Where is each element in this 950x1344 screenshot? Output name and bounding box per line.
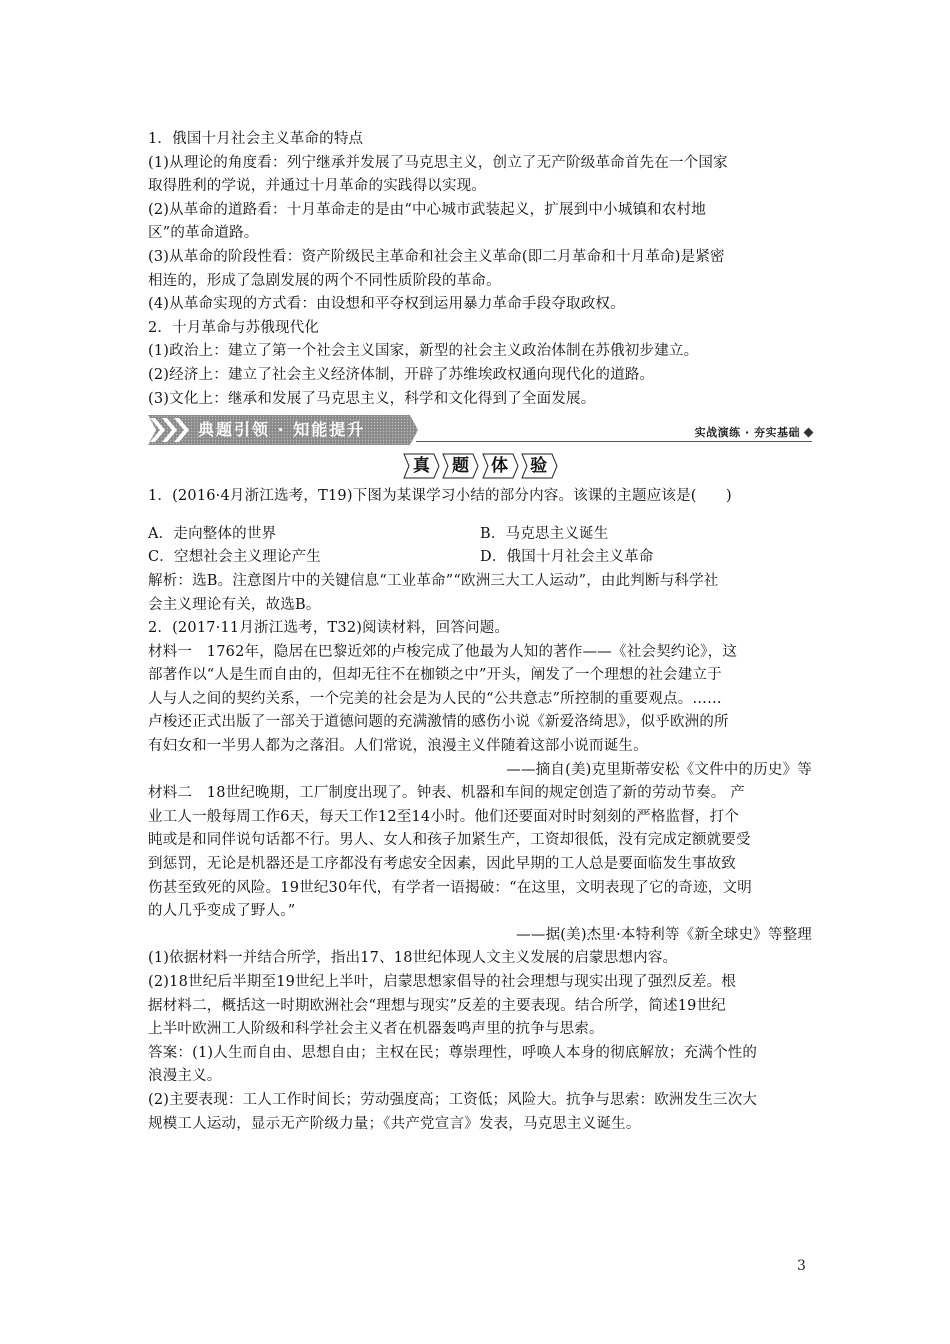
heading-char-box [402,453,440,479]
answer-text: 浪漫主义。 [148,1068,222,1085]
banner-subtitle: 实战演练 · 夯实基础 [694,426,800,440]
knowledge-heading-2: 2．十月革命与苏俄现代化 [148,319,320,336]
knowledge-text: (3)文化上：继承和发展了马克思主义，科学和文化得到了全面发展。 [148,390,596,407]
sub-question: (1)依据材料一并结合所学，指出17、18世纪体现人文主义发展的启蒙思想内容。 [148,950,678,967]
option-c: C．空想社会主义理论产生 [148,549,321,566]
banner-ribbon [148,415,418,445]
page-content [148,128,812,1136]
sub-question: 据材料二，概括这一时期欧洲社会“理想与现实”反差的主要表现。结合所学，简述19世纪 [148,997,726,1014]
knowledge-text: (1)政治上：建立了第一个社会主义国家，新型的社会主义政治体制在苏俄初步建立。 [148,343,699,360]
sub-question: (2)18世纪后半期至19世纪上半叶，启蒙思想家倡导的社会理想与现实出现了强烈反差。根 [148,974,737,990]
knowledge-section [148,128,812,411]
question-2 [148,617,812,1136]
question-1 [148,485,812,617]
material-text: 部著作以“人是生而自由的，但却无往不在枷锁之中”开头，阐发了一个理想的社会建立于 [148,667,722,684]
question-stem: 2．(2017·11月浙江选考，T32)阅读材料，回答问题。 [148,620,510,637]
option-b: B．马克思主义诞生 [480,525,609,542]
answer-text: 答案：(1)人生而自由、思想自由；主权在民；尊崇理性，呼唤人本身的彻底解放；充满个性的 [148,1044,758,1061]
sub-question: 上半叶欧洲工人阶级和科学社会主义者在机器轰鸣声里的抗争与思索。 [148,1021,604,1038]
banner-divider [416,441,812,442]
knowledge-text: 区”的革命道路。 [148,225,259,242]
knowledge-text: 相连的，形成了急剧发展的两个不同性质阶段的革命。 [148,272,501,289]
analysis-text: 会主义理论有关，故选B。 [148,596,321,613]
material-text: 材料一 1762年，隐居在巴黎近郊的卢梭完成了他最为人知的著作——《社会契约论》，这 [148,643,738,660]
material-text: 到惩罚，无论是机器还是工序都没有考虑安全因素，因此早期的工人总是要面临发生事故致 [148,856,736,873]
question-stem: 1．(2016·4月浙江选考，T19)下图为某课学习小结的部分内容。该课的主题应该是( ) [148,488,732,505]
figure-placeholder [148,509,812,523]
banner-title: 典题引领 · 知能提升 [198,420,366,440]
analysis-text: 解析：选B。注意图片中的关键信息“工业革命”“欧洲三大工人运动”，由此判断与科学社 [148,572,719,589]
options-row [148,523,812,547]
material-text: 的人几乎变成了野人。” [148,903,296,920]
page-number: 3 [797,1258,806,1274]
material-source: ——据(美)杰里·本特利等《新全球史》等整理 [516,926,812,943]
knowledge-heading-1: 1．俄国十月社会主义革命的特点 [148,131,364,147]
subsection-heading [148,453,812,483]
knowledge-text: (2)从革命的道路看：十月革命走的是由“中心城市武装起义，扩展到中小城镇和农村地 [148,201,706,218]
diamond-icon [804,428,814,438]
heading-char-box [520,453,558,479]
knowledge-text: (3)从革命的阶段性看：资产阶级民主革命和社会主义革命(即二月革命和十月革命)是紧密 [148,248,725,265]
material-source: ——摘自(美)克里斯蒂安松《文件中的历史》等 [506,761,812,778]
heading-char: 题 [451,456,469,477]
heading-char-box [441,453,479,479]
material-text: 有妇女和一半男人都为之落泪。人们常说，浪漫主义伴随着这部小说而诞生。 [148,738,648,755]
section-banner [148,415,812,447]
knowledge-text: (1)从理论的角度看：列宁继承并发展了马克思主义，创立了无产阶级革命首先在一个国家 [148,154,728,171]
answer-text: 规模工人运动，显示无产阶级力量；《共产党宣言》发表，马克思主义诞生。 [148,1115,641,1132]
knowledge-text: 取得胜利的学说，并通过十月革命的实践得以实现。 [148,178,487,195]
material-text: 人与人之间的契约关系，一个完美的社会是为人民的“公共意志”所控制的重要观点。…… [148,690,722,707]
material-text: 材料二 18世纪晚期，工厂制度出现了。钟表、机器和车间的规定创造了新的劳动节奏。 产 [148,785,745,802]
heading-char: 体 [491,456,509,477]
knowledge-text: (4)从革命实现的方式看：由设想和平夺权到运用暴力革命手段夺取政权。 [148,296,625,313]
knowledge-text: (2)经济上：建立了社会主义经济体制，开辟了苏维埃政权通向现代化的道路。 [148,366,655,383]
heading-char-box [481,453,519,479]
options-row [148,546,812,570]
heading-char: 验 [530,456,548,477]
material-text: 卢梭还正式出版了一部关于道德问题的充满激情的感伤小说《新爱洛绮思》，似乎欧洲的所 [148,714,729,731]
material-text: 伤甚至致死的风险。19世纪30年代，有学者一语揭破：“在这里，文明表现了它的奇迹，文明 [148,879,752,896]
option-d: D．俄国十月社会主义革命 [480,549,654,566]
material-text: 业工人一般每周工作6天，每天工作12至14小时。他们还要面对时时刻刻的严格监督，打个 [148,808,740,825]
material-text: 盹或是和同伴说句话都不行。男人、女人和孩子加紧生产，工资却很低，没有完成定额就要受 [148,832,751,849]
option-a: A．走向整体的世界 [148,525,277,542]
heading-char: 真 [412,456,430,477]
answer-text: (2)主要表现：工人工作时间长；劳动强度高；工资低；风险大。抗争与思索：欧洲发生三次大 [148,1091,758,1108]
